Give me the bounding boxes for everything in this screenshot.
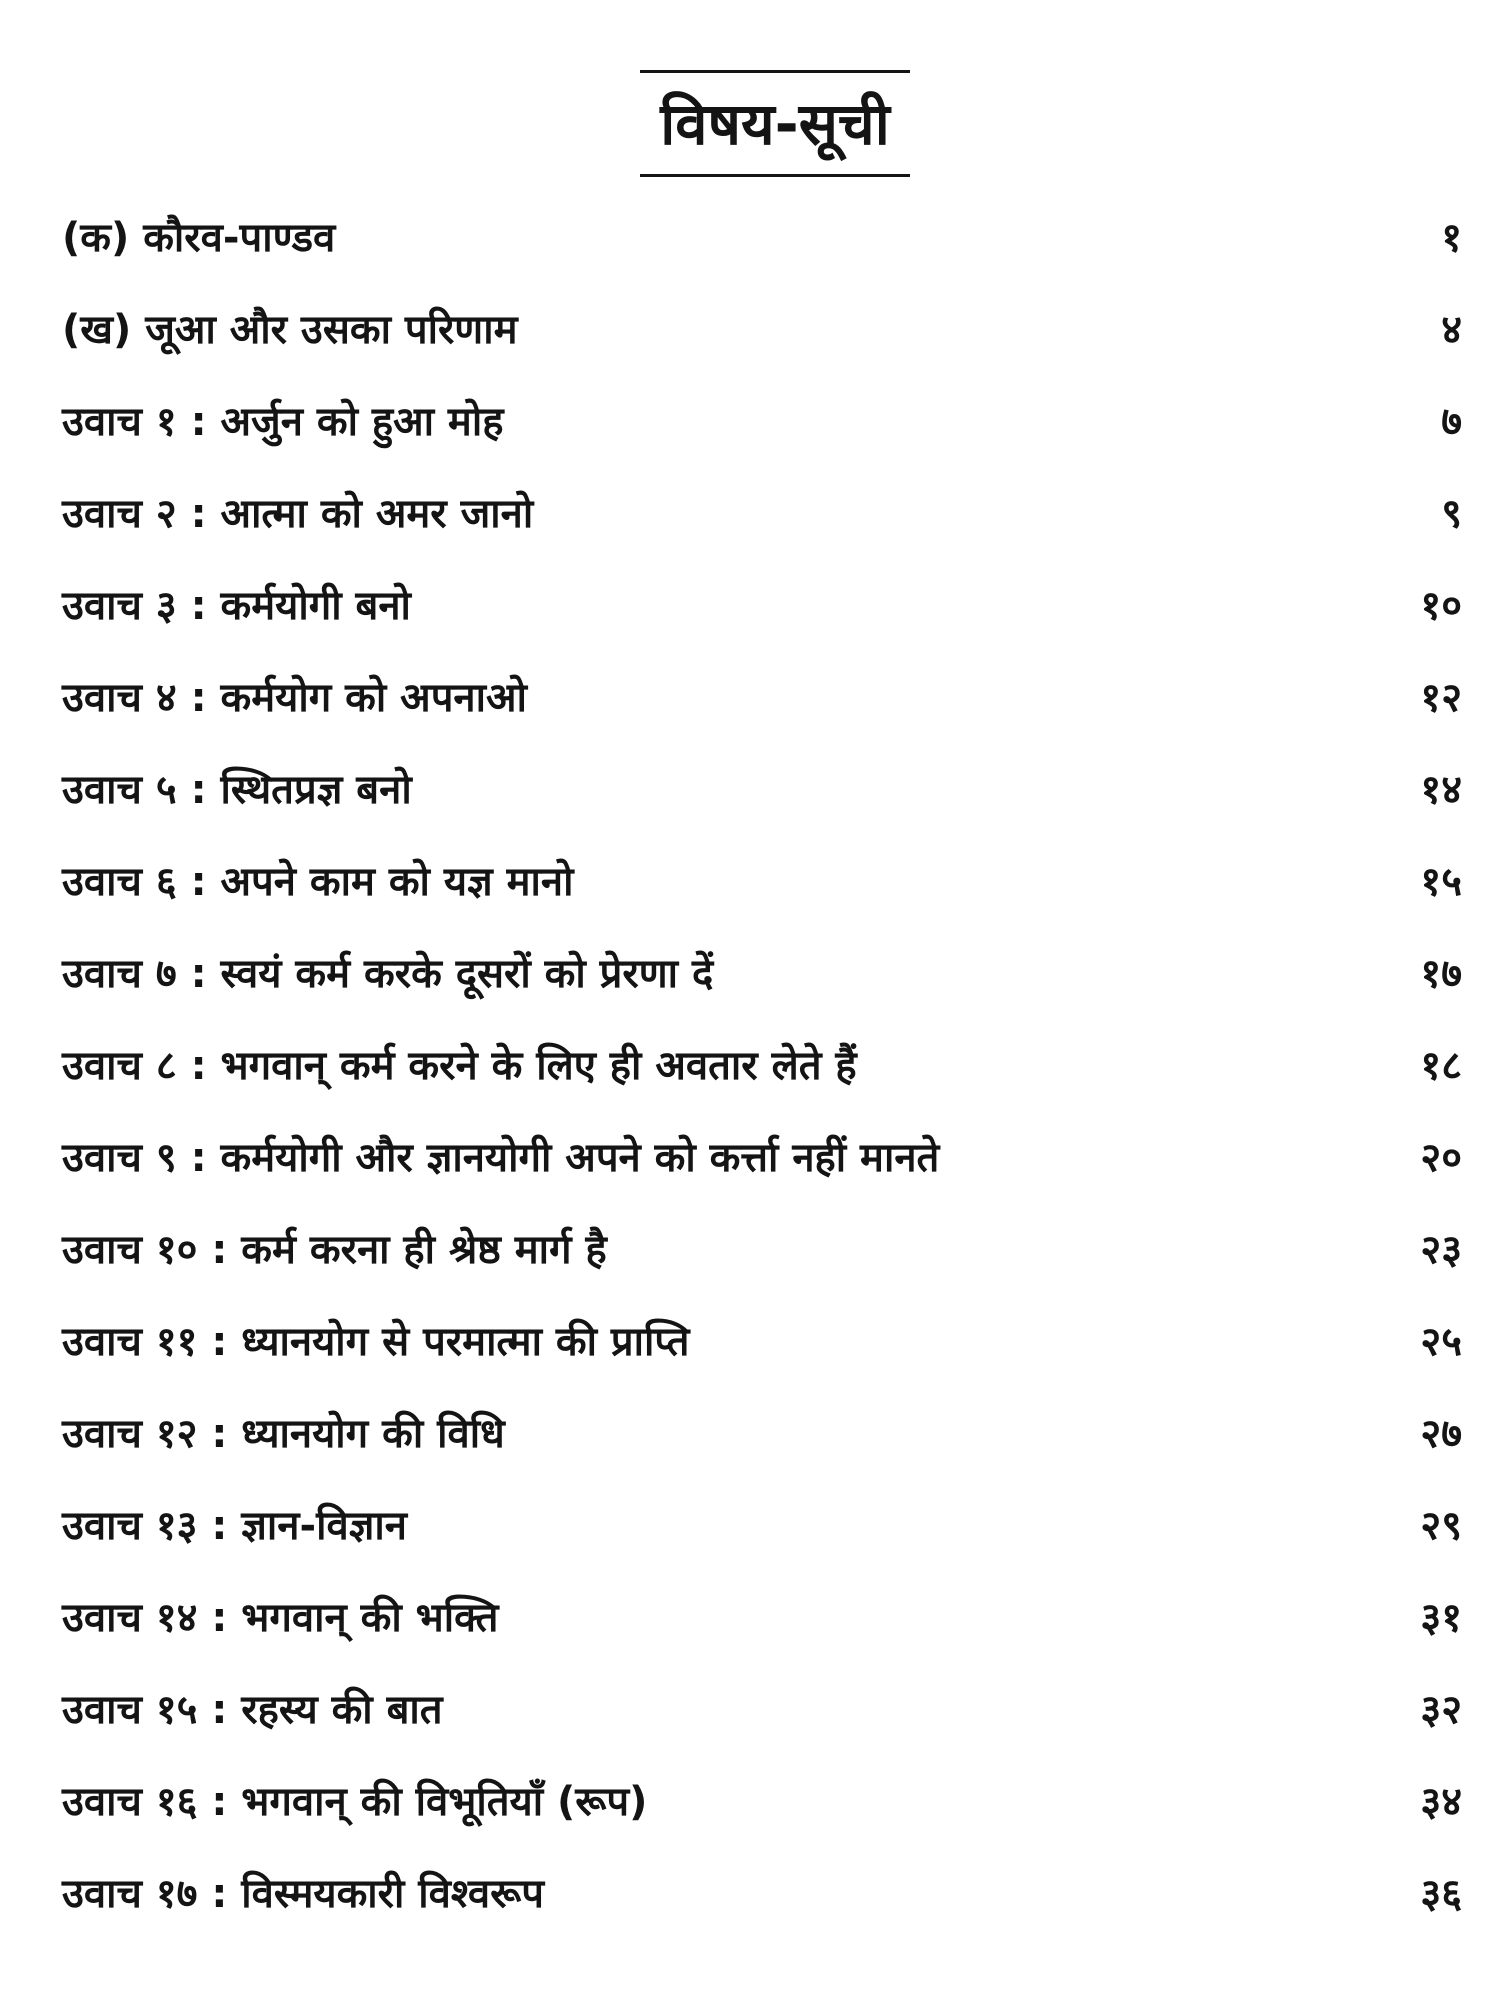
toc-entry-page: ४ — [1441, 307, 1462, 353]
toc-entry-title: उवाच १३ : ज्ञान-विज्ञान — [62, 1503, 407, 1549]
toc-entry-page: १ — [1441, 215, 1462, 261]
toc-entry[interactable] — [62, 1212, 1462, 1304]
heading-bottom-rule — [640, 174, 910, 177]
toc-entry-title: (क) कौरव-पाण्डव — [62, 215, 336, 261]
toc-entry-page: ३२ — [1420, 1687, 1462, 1733]
toc-entry[interactable] — [62, 1580, 1462, 1672]
toc-entry-page: ७ — [1441, 399, 1462, 445]
toc-entry[interactable] — [62, 1120, 1462, 1212]
toc-entry[interactable] — [62, 936, 1462, 1028]
toc-entry-title: उवाच ८ : भगवान् कर्म करने के लिए ही अवतार लेते हैं — [62, 1043, 857, 1089]
toc-entry[interactable] — [62, 1672, 1462, 1764]
toc-entry[interactable] — [62, 476, 1462, 568]
toc-entry-title: उवाच ७ : स्वयं कर्म करके दूसरों को प्रेरणा दें — [62, 951, 714, 997]
toc-entry-page: ९ — [1441, 491, 1462, 537]
toc-entry[interactable] — [62, 752, 1462, 844]
toc-entry-title: उवाच ११ : ध्यानयोग से परमात्मा की प्राप्ति — [62, 1319, 690, 1365]
toc-entry-title: उवाच ३ : कर्मयोगी बनो — [62, 583, 411, 629]
toc-entry-page: २७ — [1420, 1411, 1462, 1457]
heading-block — [640, 70, 910, 180]
toc-entry-page: १० — [1420, 583, 1462, 629]
toc-entry[interactable] — [62, 200, 1462, 292]
toc-entry[interactable] — [62, 1764, 1462, 1856]
toc-entry-title: उवाच ६ : अपने काम को यज्ञ मानो — [62, 859, 574, 905]
toc-entry[interactable] — [62, 1488, 1462, 1580]
toc-entry-page: २० — [1420, 1135, 1462, 1181]
toc-entry-title: उवाच ९ : कर्मयोगी और ज्ञानयोगी अपने को कर्त्ता नहीं मानते — [62, 1135, 940, 1181]
toc-entry[interactable] — [62, 660, 1462, 752]
toc-entry-page: ३१ — [1420, 1595, 1462, 1641]
toc-entry-page: १८ — [1420, 1043, 1462, 1089]
toc-entry-page: १२ — [1420, 675, 1462, 721]
table-of-contents — [62, 200, 1462, 1948]
toc-entry-page: १५ — [1420, 859, 1462, 905]
toc-entry-title: (ख) जूआ और उसका परिणाम — [62, 307, 518, 353]
heading-top-rule — [640, 70, 910, 73]
toc-entry-title: उवाच २ : आत्मा को अमर जानो — [62, 491, 534, 537]
toc-entry-page: १४ — [1420, 767, 1462, 813]
toc-entry-page: ३४ — [1420, 1779, 1462, 1825]
toc-entry-title: उवाच १४ : भगवान् की भक्ति — [62, 1595, 499, 1641]
toc-entry-page: २९ — [1420, 1503, 1462, 1549]
toc-entry[interactable] — [62, 1028, 1462, 1120]
toc-entry[interactable] — [62, 1856, 1462, 1948]
toc-entry-title: उवाच १७ : विस्मयकारी विश्वरूप — [62, 1871, 544, 1917]
toc-entry-page: १७ — [1420, 951, 1462, 997]
toc-entry-title: उवाच ५ : स्थितप्रज्ञ बनो — [62, 767, 412, 813]
toc-entry[interactable] — [62, 1304, 1462, 1396]
toc-entry-page: ३६ — [1420, 1871, 1462, 1917]
toc-entry[interactable] — [62, 292, 1462, 384]
toc-entry-title: उवाच १६ : भगवान् की विभूतियाँ (रूप) — [62, 1779, 648, 1825]
toc-entry[interactable] — [62, 844, 1462, 936]
page-title: विषय-सूची — [660, 90, 890, 158]
toc-entry[interactable] — [62, 568, 1462, 660]
toc-entry-page: २५ — [1420, 1319, 1462, 1365]
toc-entry-title: उवाच १५ : रहस्य की बात — [62, 1687, 443, 1733]
toc-entry[interactable] — [62, 1396, 1462, 1488]
toc-entry-title: उवाच १० : कर्म करना ही श्रेष्ठ मार्ग है — [62, 1227, 607, 1273]
toc-entry-title: उवाच ४ : कर्मयोग को अपनाओ — [62, 675, 527, 721]
toc-entry[interactable] — [62, 384, 1462, 476]
toc-entry-page: २३ — [1420, 1227, 1462, 1273]
toc-entry-title: उवाच १२ : ध्यानयोग की विधि — [62, 1411, 505, 1457]
toc-entry-title: उवाच १ : अर्जुन को हुआ मोह — [62, 399, 504, 445]
